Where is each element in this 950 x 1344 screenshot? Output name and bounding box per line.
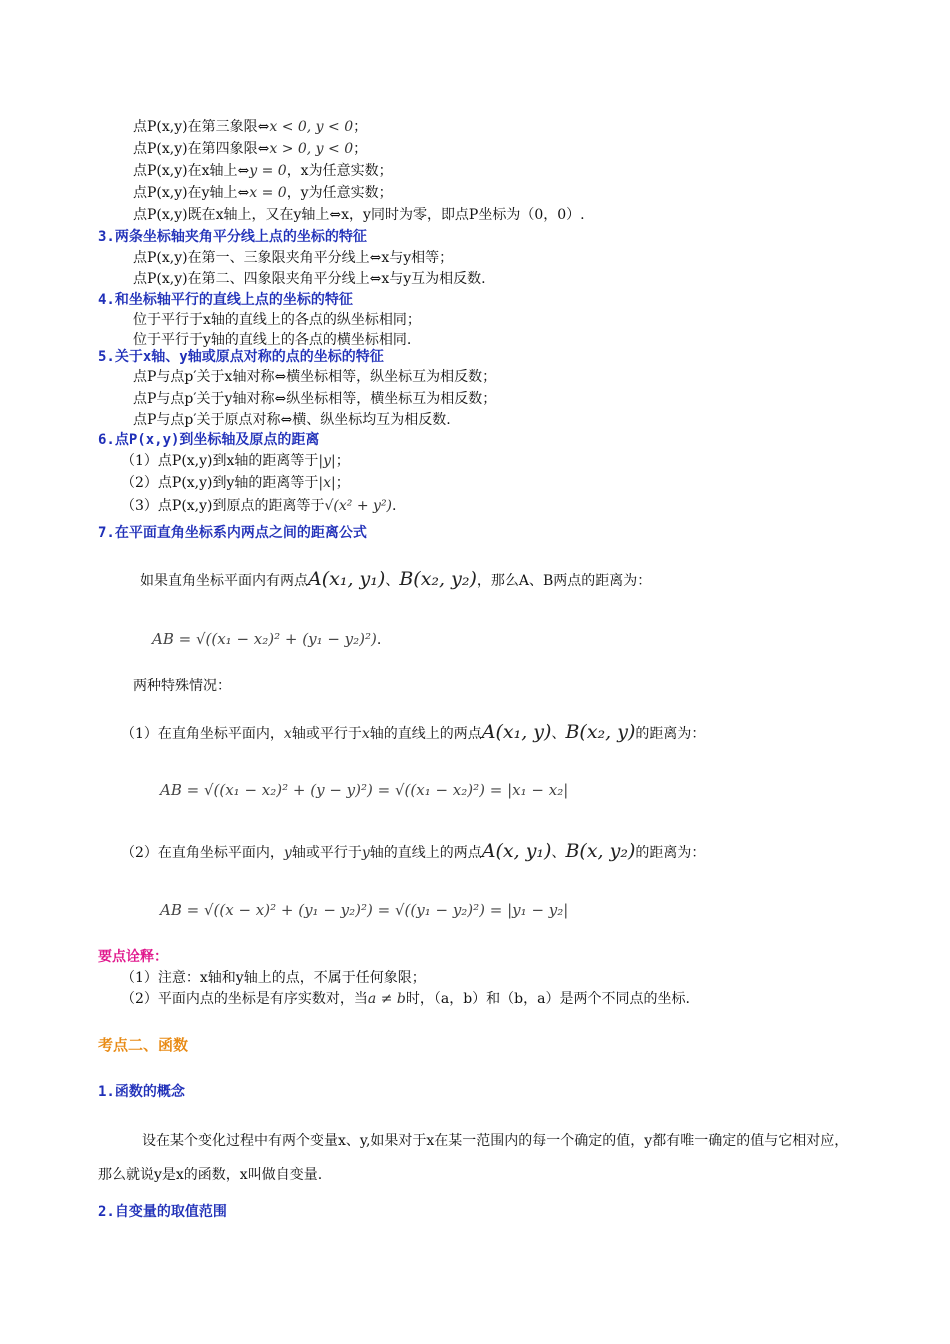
- formula: [160, 900, 568, 921]
- text-line: 点P(x,y)在y轴上⇔x = 0，y为任意实数；: [133, 185, 393, 201]
- section-heading: 4.和坐标轴平行的直线上点的坐标的特征: [98, 292, 353, 308]
- text-line: 点P(x,y)在第二、四象限夹角平分线上⇔x与y互为相反数.: [133, 271, 486, 287]
- text-line: （1）在直角坐标平面内，x轴或平行于x轴的直线上的两点A(x₁, y)、B(x₂, y)的距离为：: [121, 721, 706, 743]
- text-line: （1）注意：x轴和y轴上的点，不属于任何象限；: [121, 970, 426, 986]
- inline-math: x < 0, y < 0: [269, 119, 354, 135]
- display-math: AB = √((x − x)² + (y₁ − y₂)²) = √((y₁ − y₂)²) = |y₁ − y₂|: [160, 901, 569, 919]
- inline-math: B(x₂, y): [565, 721, 636, 743]
- paragraph: 设在某个变化过程中有两个变量x、y,如果对于x在某一范围内的每一个确定的值，y都有唯一确定的值与它相对应，那么就说y是x的函数，x叫做自变量.: [98, 1133, 849, 1183]
- inline-math: x > 0, y < 0: [269, 141, 354, 157]
- section-heading: 5.关于x轴、y轴或原点对称的点的坐标的特征: [98, 349, 384, 365]
- inline-math: x: [361, 726, 370, 742]
- inline-math: y: [361, 845, 370, 861]
- text-line: 位于平行于y轴的直线上的各点的横坐标相同.: [133, 332, 412, 348]
- text-line: 点P(x,y)在第四象限⇔x > 0, y < 0；: [133, 141, 368, 157]
- section-heading: 6.点P(x,y)到坐标轴及原点的距离: [98, 432, 320, 448]
- formula: [160, 780, 568, 801]
- section-heading: 3.两条坐标轴夹角平分线上点的坐标的特征: [98, 229, 367, 245]
- section-heading: 1.函数的概念: [98, 1084, 185, 1100]
- inline-math: y = 0: [249, 163, 287, 179]
- inline-math: x: [283, 726, 292, 742]
- display-math: AB = √((x₁ − x₂)² + (y₁ − y₂)²): [152, 630, 377, 648]
- inline-math: a ≠ b: [367, 991, 406, 1007]
- text-line: 点P(x,y)在第三象限⇔x < 0, y < 0；: [133, 119, 368, 135]
- text-line: （1）点P(x,y)到x轴的距离等于|y|；: [121, 453, 350, 469]
- section-heading: 7.在平面直角坐标系内两点之间的距离公式: [98, 525, 367, 541]
- formula: AB = √((x₁ − x₂)² + (y₁ − y₂)²).: [152, 630, 382, 648]
- notes-heading: 要点诠释：: [98, 949, 168, 965]
- inline-math: √(x² + y²): [324, 498, 393, 514]
- text-line: 点P与点p′关于原点对称⇔横、纵坐标均互为相反数.: [133, 412, 451, 428]
- text-line: （2）在直角坐标平面内，y轴或平行于y轴的直线上的两点A(x, y₁)、B(x, y₂)的距离为：: [121, 840, 706, 862]
- display-math: AB = √((x₁ − x₂)² + (y − y)²) = √((x₁ − x₂)²) = |x₁ − x₂|: [160, 781, 569, 799]
- inline-math: A(x, y₁): [481, 840, 552, 862]
- inline-math: B(x₂, y₂): [399, 568, 477, 590]
- inline-math: x = 0: [249, 185, 287, 201]
- section-heading: 2.自变量的取值范围: [98, 1204, 227, 1220]
- text-line: 点P(x,y)在第一、三象限夹角平分线上⇔x与y相等；: [133, 250, 454, 266]
- inline-math: |x|: [318, 475, 336, 491]
- inline-math: B(x, y₂): [565, 840, 636, 862]
- text-line: 两种特殊情况：: [133, 678, 231, 694]
- text-line: 位于平行于x轴的直线上的各点的纵坐标相同；: [133, 312, 421, 328]
- text-line: 点P(x,y)既在x轴上，又在y轴上⇔x，y同时为零，即点P坐标为（0，0）.: [133, 207, 585, 223]
- text-line: 点P与点p′关于y轴对称⇔纵坐标相等，横坐标互为相反数；: [133, 391, 497, 407]
- inline-math: y: [283, 845, 292, 861]
- chapter-heading: 考点二、函数: [98, 1036, 189, 1054]
- inline-math: |y|: [318, 453, 336, 469]
- inline-math: A(x₁, y): [481, 721, 552, 743]
- text-line: 如果直角坐标平面内有两点A(x₁, y₁)、B(x₂, y₂)，那么A、B两点的距离为：: [140, 568, 652, 590]
- inline-math: A(x₁, y₁): [308, 568, 386, 590]
- text-line: 点P与点p′关于x轴对称⇔横坐标相等，纵坐标互为相反数；: [133, 369, 497, 385]
- text-line: （2）点P(x,y)到y轴的距离等于|x|；: [121, 475, 350, 491]
- text-line: （3）点P(x,y)到原点的距离等于√(x² + y²).: [121, 498, 397, 514]
- text-line: 点P(x,y)在x轴上⇔y = 0，x为任意实数；: [133, 163, 393, 179]
- text-line: （2）平面内点的坐标是有序实数对，当a ≠ b时，（a，b）和（b，a）是两个不同点的坐标.: [121, 991, 690, 1007]
